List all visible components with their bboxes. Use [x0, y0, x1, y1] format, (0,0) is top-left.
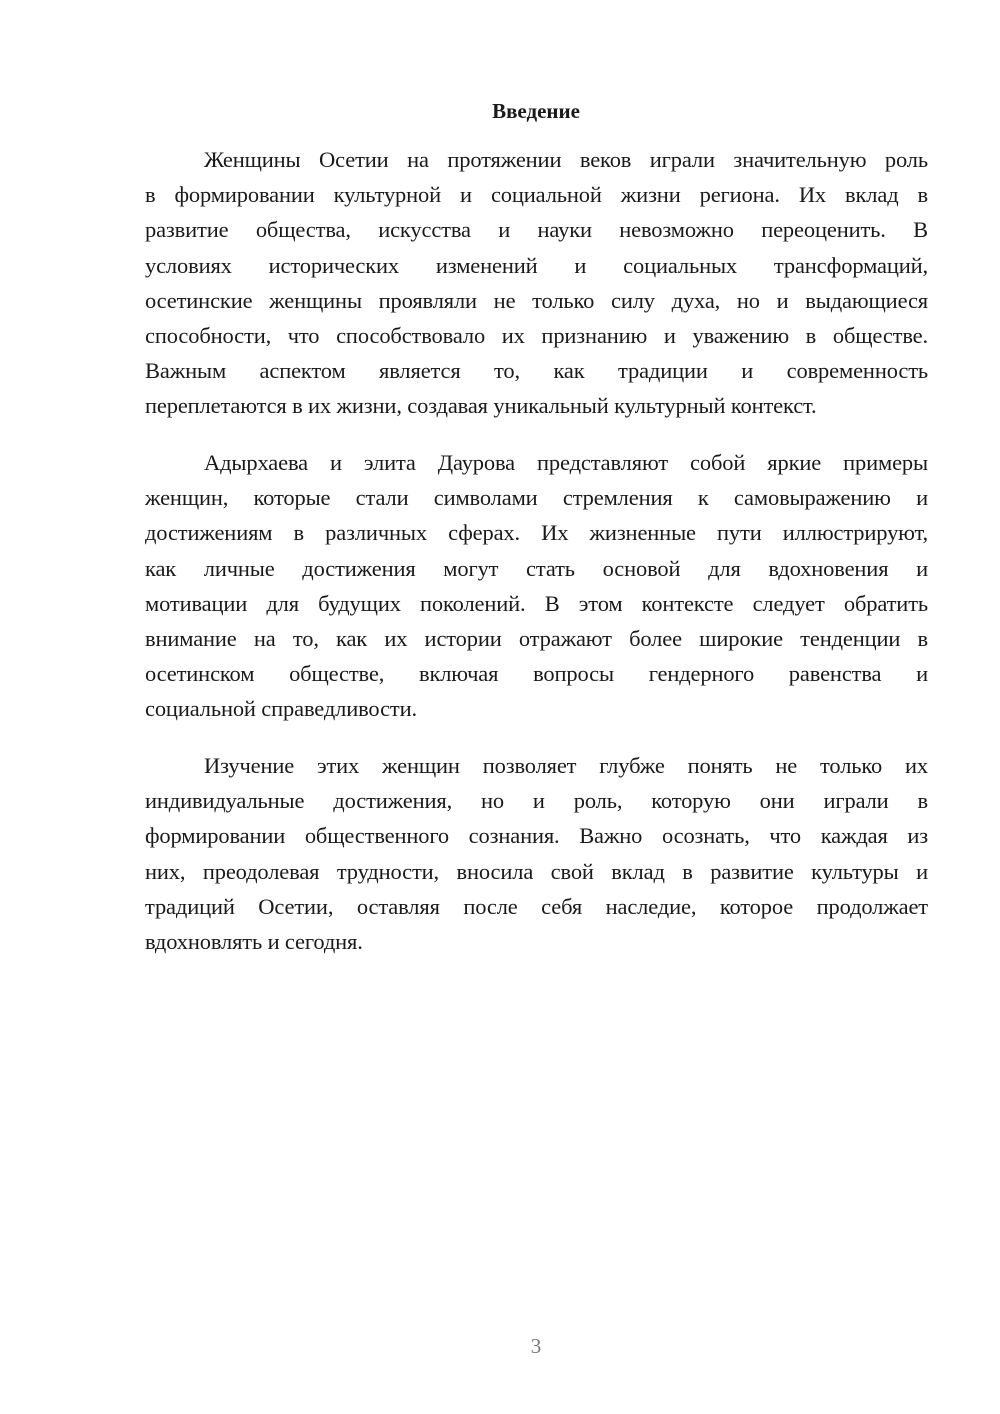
- page-number: 3: [530, 1334, 542, 1358]
- paragraph-2: [145, 445, 928, 727]
- text-line: индивидуальные достижения, но и роль, которую они играли в: [145, 788, 928, 814]
- text-line: развитие общества, искусства и науки невозможно переоценить. В: [145, 217, 928, 243]
- text-line: них, преодолевая трудности, вносила свой вклад в развитие культуры и: [145, 858, 928, 884]
- text-line: женщин, которые стали символами стремления к самовыражению и: [145, 485, 928, 511]
- text-line: Адырхаева и элита Даурова представляют собой яркие примеры: [204, 450, 928, 475]
- text-line: Женщины Осетии на протяжении веков играли значительную роль: [204, 147, 928, 172]
- text-line: мотивации для будущих поколений. В этом контексте следует обратить: [145, 590, 928, 616]
- text-line: внимание на то, как их истории отражают более широкие тенденции в: [145, 625, 928, 651]
- paragraph-3: [145, 748, 928, 959]
- text-line: формировании общественного сознания. Важно осознать, что каждая из: [145, 823, 928, 849]
- section-title: Введение: [492, 99, 580, 123]
- text-line: как личные достижения могут стать основой для вдохновения и: [145, 555, 928, 581]
- text-line: переплетаются в их жизни, создавая уникальный культурный контекст.: [145, 393, 817, 419]
- paragraph-1: [145, 142, 928, 424]
- text-line: в формировании культурной и социальной жизни региона. Их вклад в: [145, 182, 928, 208]
- text-line: традиций Осетии, оставляя после себя наследие, которое продолжает: [145, 893, 928, 919]
- text-line: способности, что способствовало их признанию и уважению в обществе.: [145, 322, 928, 348]
- text-line: условиях исторических изменений и социальных трансформаций,: [145, 252, 928, 278]
- text-line: социальной справедливости.: [145, 696, 417, 722]
- text-line: Важным аспектом является то, как традиции и современность: [145, 358, 928, 384]
- text-line: осетинском обществе, включая вопросы гендерного равенства и: [145, 661, 928, 687]
- text-line: Изучение этих женщин позволяет глубже понять не только их: [204, 753, 928, 778]
- text-line: достижениям в различных сферах. Их жизненные пути иллюстрируют,: [145, 520, 928, 546]
- text-line: вдохновлять и сегодня.: [145, 928, 363, 954]
- text-line: осетинские женщины проявляли не только силу духа, но и выдающиеся: [145, 287, 928, 313]
